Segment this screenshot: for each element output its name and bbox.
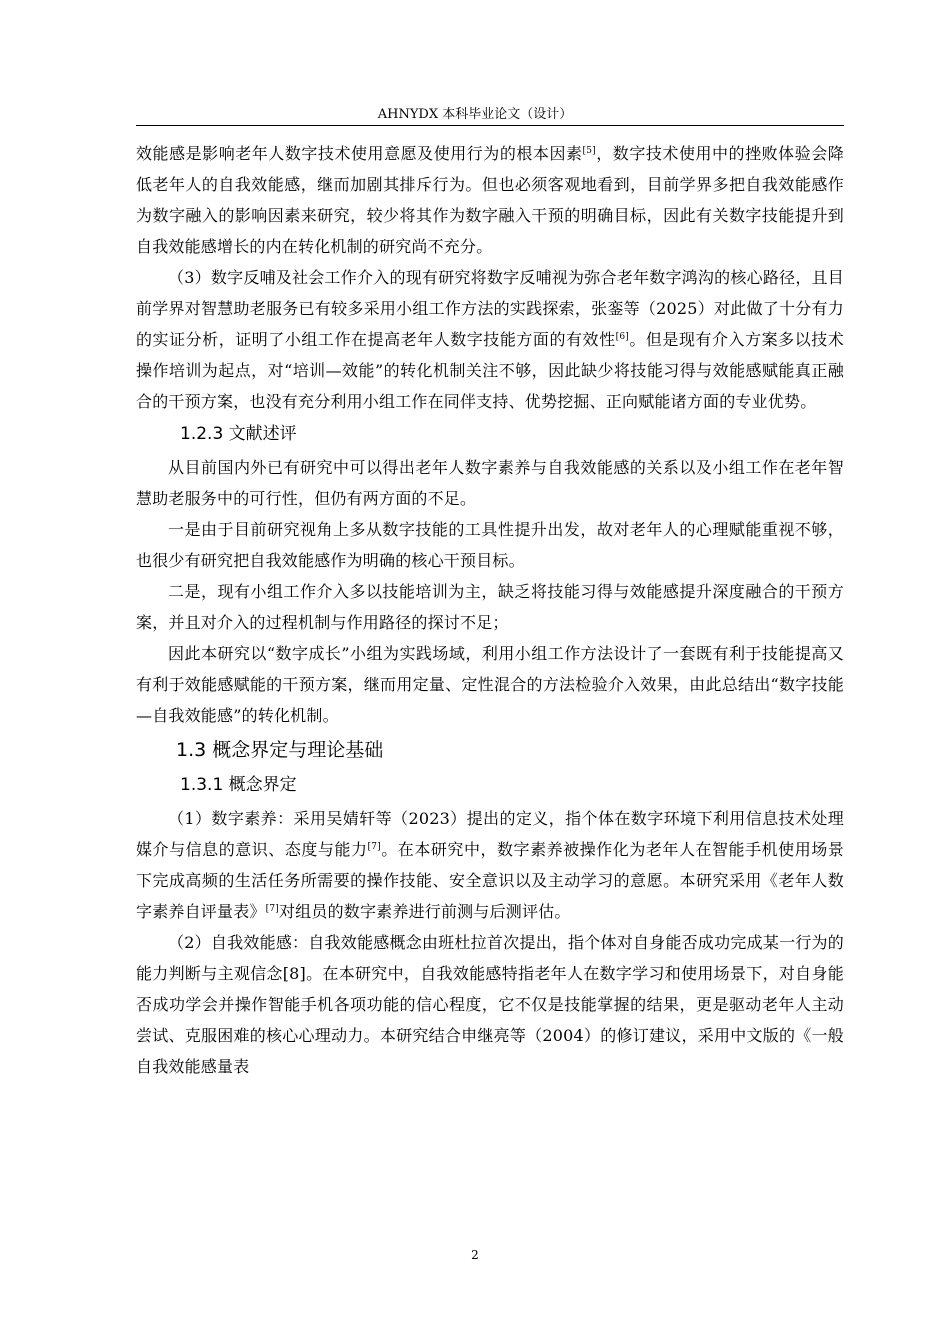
running-header: AHNYDX 本科毕业论文（设计） [377,107,573,122]
paragraph-review-conclusion: 因此本研究以“数字成长”小组为实践场域，利用小组工作方法设计了一套既有利于技能提高又有利于效能感赋能的干预方案，继而用定量、定性混合的方法检验介入效果，由此总结出“数字技能—自我效能感”的转化机制。 [136,644,844,725]
paragraph-digital-literacy-definition: （1）数字素养：采用吴婧轩等（2023）提出的定义，指个体在数字环境下利用信息技术处理媒介与信息的意识、态度与能力[7]。在本研究中，数字素养被操作化为老年人在智能手机使用场景下完成高频的生活任务所需要的操作技能、安全意识以及主动学习的意愿。本研究采用《老年人数字素养自评量表》[7]对组员的数字素养进行前测与后测评估。 [136,809,844,921]
paragraph-review-intro: 从目前国内外已有研究中可以得出老年人数字素养与自我效能感的关系以及小组工作在老年智慧助老服务中的可行性，但仍有两方面的不足。 [136,458,844,508]
citation-ref: [6] [615,332,629,342]
page-number: 2 [471,1248,479,1262]
section-heading-1-3-1: 1.3.1 概念界定 [180,775,297,795]
citation-ref: [7] [367,842,381,852]
page-body [136,138,844,1082]
paragraph-review-point-1: 一是由于目前研究视角上多从数字技能的工具性提升出发，故对老年人的心理赋能重视不够，也很少有研究把自我效能感作为明确的核心干预目标。 [136,520,844,570]
paragraph-digital-feedback-review: （3）数字反哺及社会工作介入的现有研究将数字反哺视为弥合老年数字鸿沟的核心路径，且目前学界对智慧助老服务已有较多采用小组工作方法的实践探索，张銮等（2025）对此做了十分有力的实证分析，证明了小组工作在提高老年人数字技能方面的有效性[6]。但是现有介入方案多以技术操作培训为起点，对“培训—效能”的转化机制关注不够，因此缺少将技能习得与效能感赋能真正融合的干预方案，也没有充分利用小组工作在同伴支持、优势挖掘、正向赋能诸方面的专业优势。 [136,268,844,411]
paragraph-review-point-2: 二是，现有小组工作介入多以技能培训为主，缺乏将技能习得与效能感提升深度融合的干预方案，并且对介入的过程机制与作用路径的探讨不足； [136,582,844,632]
paragraph-self-efficacy-definition: （2）自我效能感：自我效能感概念由班杜拉首次提出，指个体对自身能否成功完成某一行为的能力判断与主观信念[8]。在本研究中，自我效能感特指老年人在数字学习和使用场景下，对自身能否成功学会并操作智能手机各项功能的信心程度，它不仅是技能掌握的结果，更是驱动老年人主动尝试、克服困难的核心心理动力。本研究结合申继亮等（2004）的修订建议，采用中文版的《一般自我效能感量表 [136,933,844,1076]
section-heading-1-3: 1.3 概念界定与理论基础 [176,739,384,761]
header-divider [136,125,844,126]
section-heading-1-2-3: 1.2.3 文献述评 [180,424,297,444]
citation-ref: [5] [582,146,596,156]
paragraph-self-efficacy-review: 效能感是影响老年人数字技术使用意愿及使用行为的根本因素[5]，数字技术使用中的挫败体验会降低老年人的自我效能感，继而加剧其排斥行为。但也必须客观地看到，目前学界多把自我效能感作为数字融入的影响因素来研究，较少将其作为数字融入干预的明确目标，因此有关数字技能提升到自我效能感增长的内在转化机制的研究尚不充分。 [136,144,844,256]
citation-ref: [7] [265,904,279,914]
